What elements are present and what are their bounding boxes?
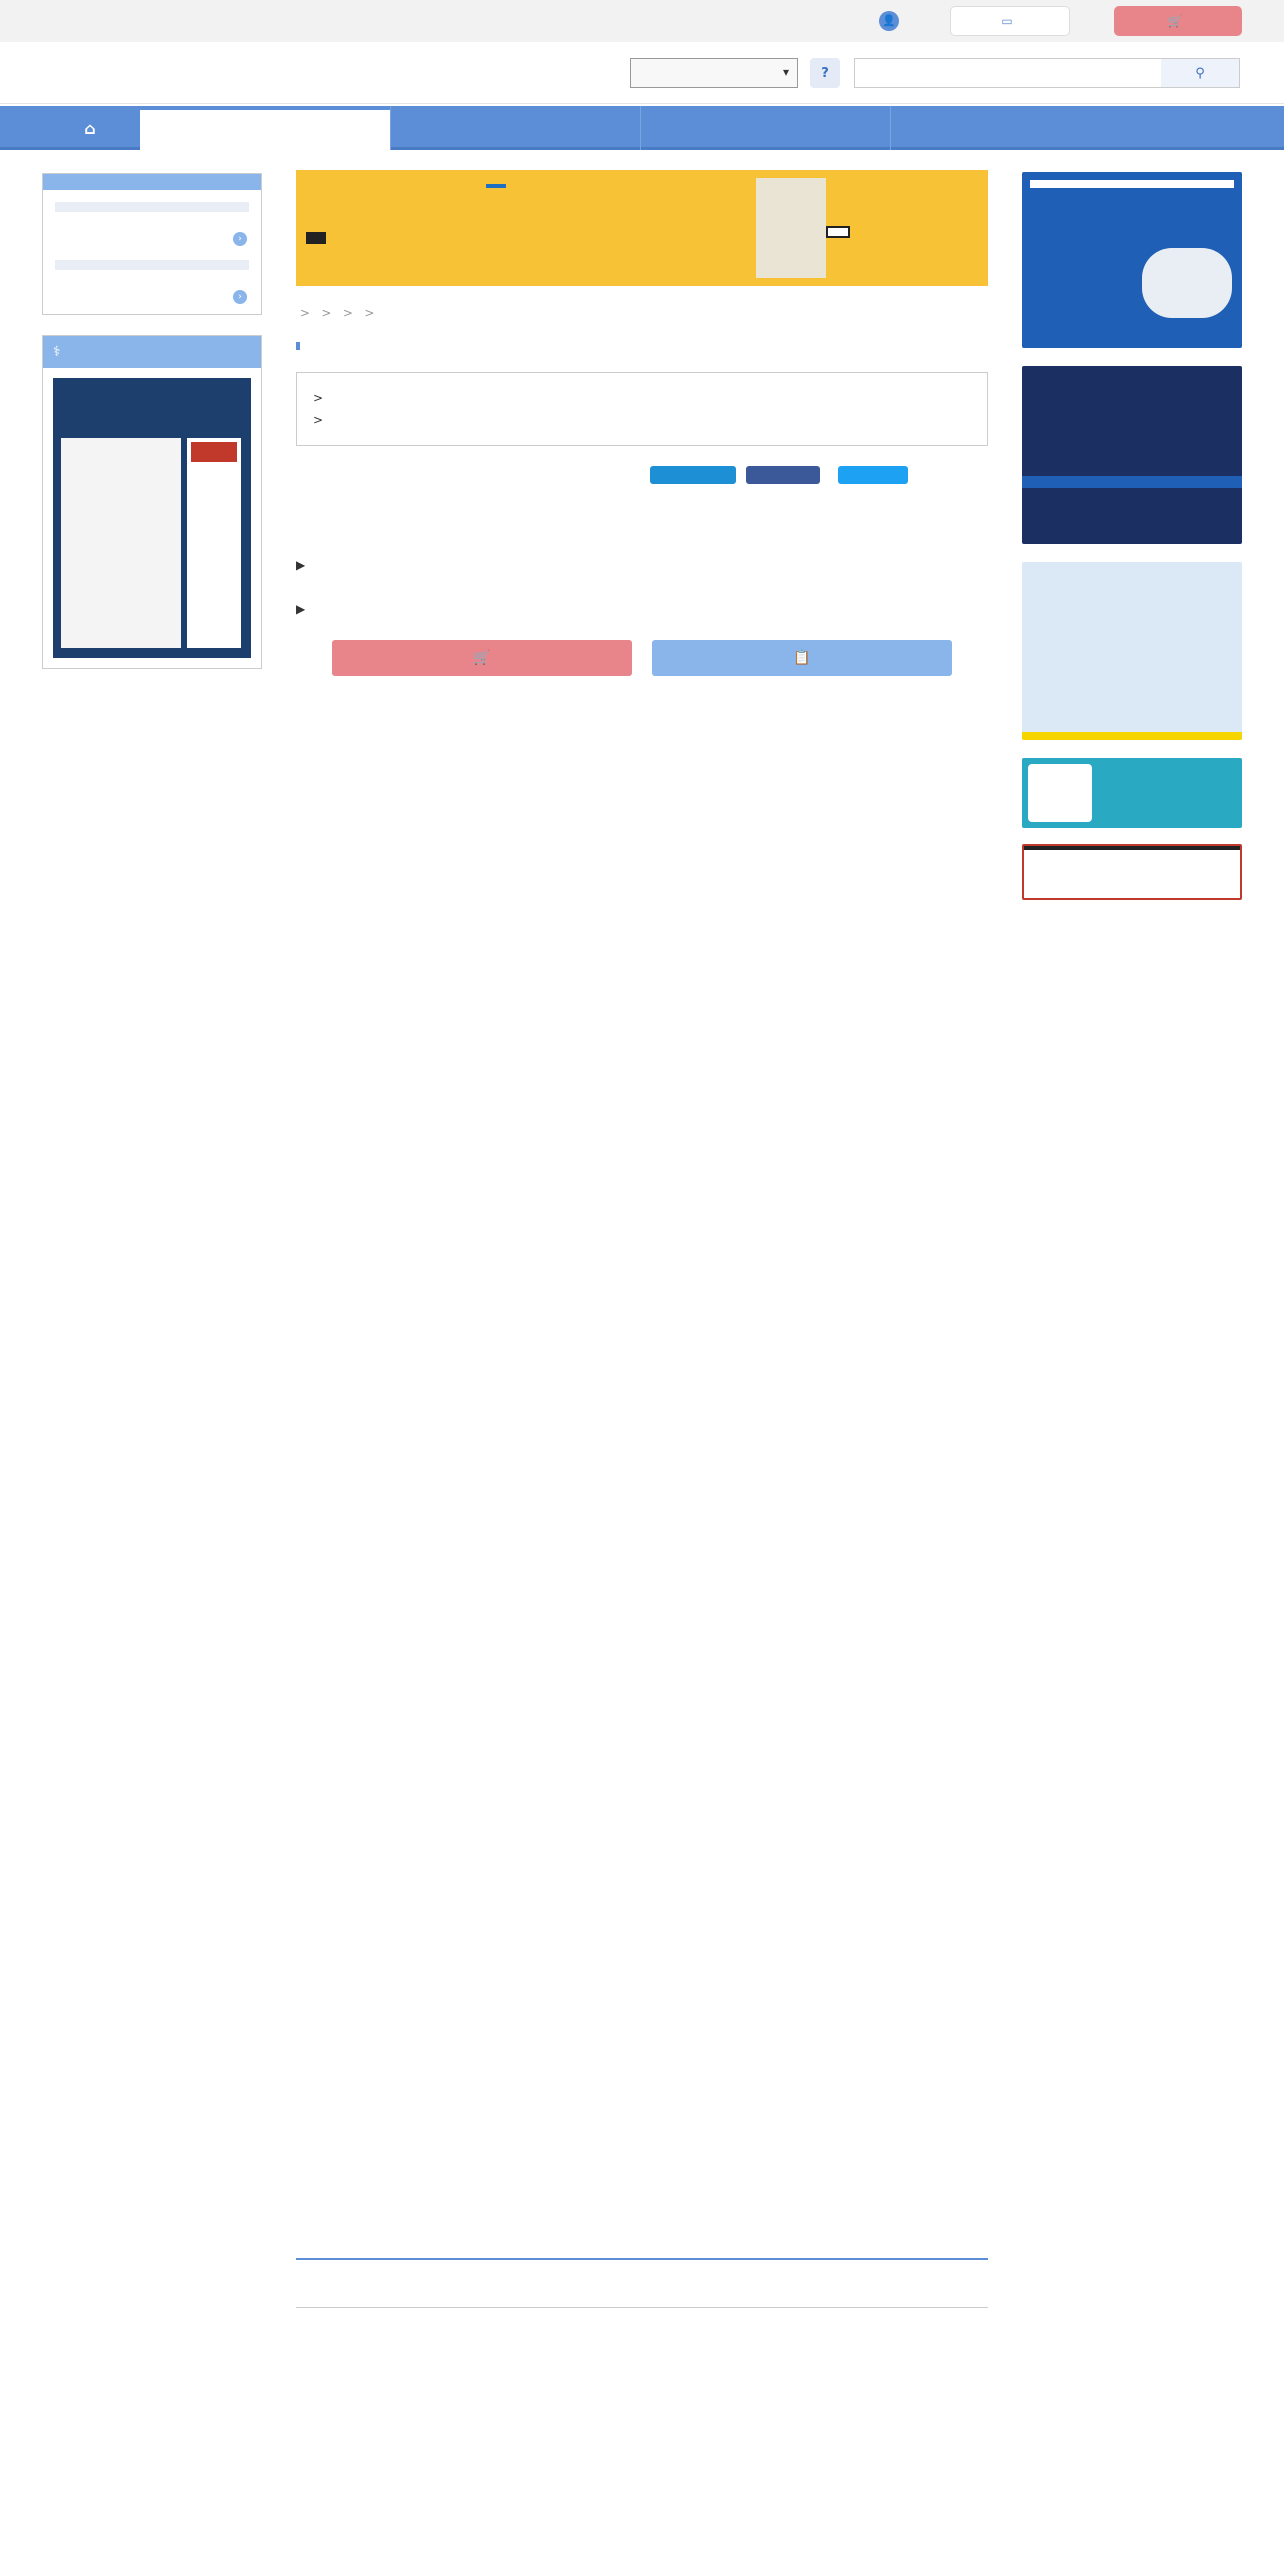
related-header [296, 2258, 988, 2308]
cart-button[interactable] [1114, 6, 1242, 36]
book-cover-image [756, 178, 826, 278]
main-content [296, 170, 988, 676]
facebook-like-button[interactable] [746, 466, 820, 484]
survey-ad[interactable] [1022, 844, 1242, 900]
buy-issue-button[interactable] [332, 640, 632, 676]
sanko-item[interactable] [296, 598, 988, 620]
search-scope-select[interactable] [630, 58, 798, 88]
tab-doctor-navi[interactable] [890, 106, 1242, 150]
arrow-circle-icon: › [233, 290, 247, 304]
arrow-circle-icon: › [233, 232, 247, 246]
self-register-ad[interactable] [1022, 562, 1242, 740]
cart-icon: 🛒 [1167, 14, 1183, 28]
promo-banner[interactable] [296, 170, 988, 286]
tab-web-ijishinpo[interactable] [140, 110, 390, 150]
search-icon: ⚲ [1195, 65, 1205, 81]
cart-icon: 🛒 [473, 650, 491, 666]
id-card-icon: ▭ [1001, 14, 1013, 28]
help-button[interactable]: ? [810, 58, 840, 88]
scrap-article-button[interactable] [652, 640, 952, 676]
magazine-header [43, 336, 261, 368]
hatena-bookmark-button[interactable] [650, 466, 736, 484]
mask-ad[interactable] [1022, 172, 1242, 348]
mask-image [1142, 248, 1232, 318]
page-title [296, 342, 988, 350]
clipboard-icon: 📋 [793, 650, 811, 666]
home-icon: ⌂ [84, 118, 96, 138]
article-search-box [42, 173, 262, 315]
corner-label [55, 260, 249, 270]
left-sidebar [42, 173, 262, 669]
references-toggle[interactable] [296, 554, 988, 576]
tab-e-content[interactable] [390, 106, 640, 150]
tab-books[interactable] [640, 106, 890, 150]
article-search-header [43, 174, 261, 190]
breadcrumb: > > > > [296, 306, 379, 320]
global-nav [0, 106, 1284, 150]
search-input[interactable] [854, 58, 1240, 88]
search-button[interactable] [1161, 59, 1239, 87]
register-button[interactable] [950, 6, 1070, 36]
user-icon: 👤 [879, 11, 899, 31]
home-tab[interactable] [42, 106, 138, 150]
action-buttons [296, 640, 988, 676]
fujifilm-ad[interactable] [1022, 366, 1242, 544]
chevron-down-icon: ▾ [782, 65, 789, 79]
tweet-button[interactable] [838, 466, 908, 484]
top-bar [0, 0, 1284, 42]
triangle-icon: ▶ [296, 602, 306, 616]
share-buttons [296, 466, 988, 486]
article-meta: > > [296, 372, 988, 446]
triangle-icon: ▶ [296, 558, 306, 572]
genre-label [55, 202, 249, 212]
genre-more-link[interactable] [43, 220, 261, 256]
click-here-button[interactable] [826, 226, 850, 238]
magazine-cover[interactable] [53, 378, 251, 658]
magazine-box [42, 335, 262, 669]
stethoscope-icon: ⚕ [53, 344, 61, 360]
header [0, 42, 1284, 104]
mascot-image [1028, 764, 1092, 822]
franchise-ad[interactable] [1022, 758, 1242, 828]
corner-more-link[interactable] [43, 278, 261, 314]
login-button[interactable] [852, 6, 932, 36]
